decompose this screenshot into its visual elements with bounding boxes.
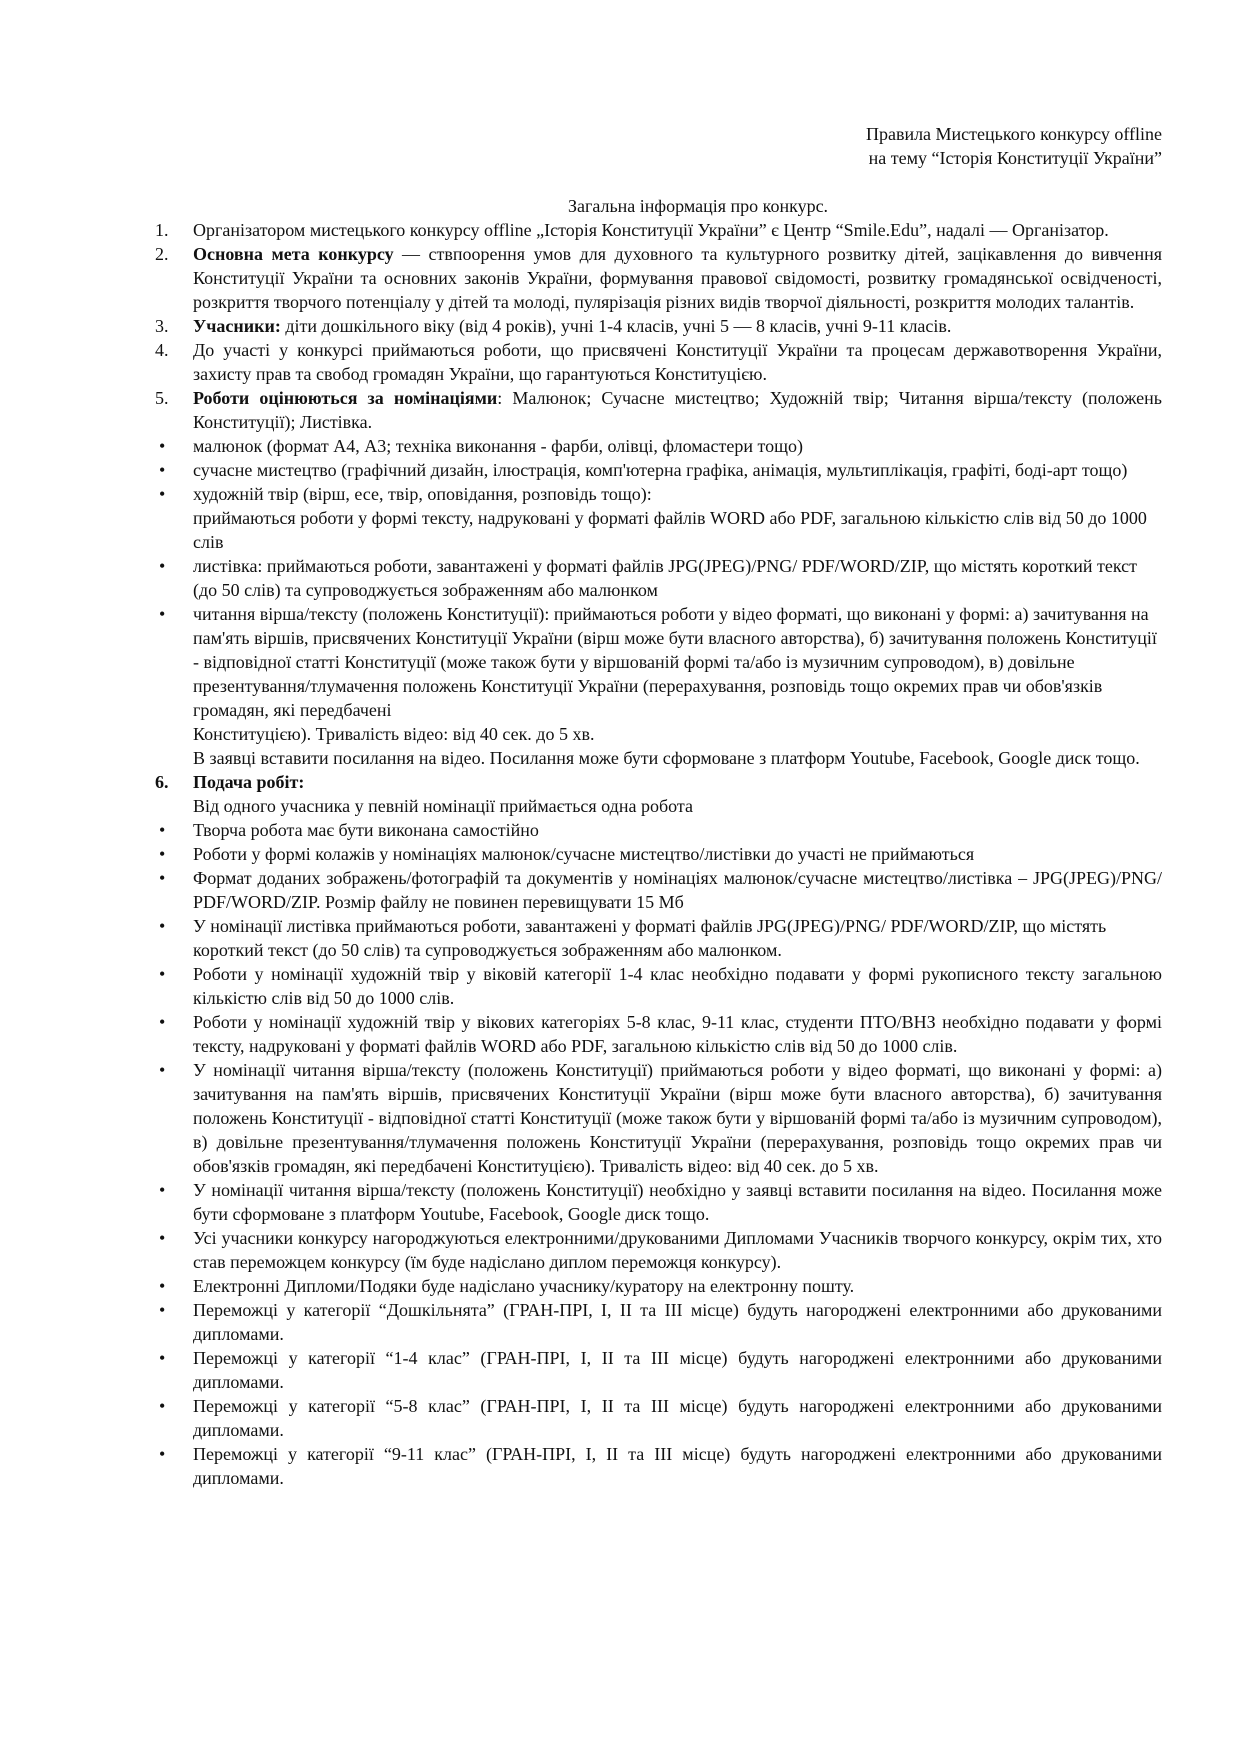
header-title-line-1: Правила Мистецького конкурсу offline	[865, 124, 1162, 144]
list-number: 4.	[155, 340, 169, 360]
bullet-item-winners-1-4	[155, 1346, 1162, 1394]
list-item-text: До участі у конкурсі приймаються роботи, що присвячені Конституції України та процесам державотворення України, захисту прав та свобод громадян України, що гарантуються Конституцією.	[193, 340, 1162, 384]
list-item-6	[155, 770, 1162, 818]
bullet-item-text: листівка: приймаються роботи, завантажені у форматі файлів JPG(JPEG)/PNG/ PDF/WORD/ZIP, що містять короткий текст (до 50 слів) та супроводжується зображенням або малюнком	[193, 556, 1138, 600]
list-item-text: — ствпоорення умов для духовного та культурного розвитку дітей, зацікавлення до вивчення Конституції України та основних законів України, формування правової свідомості, розвитку громадянської освідченості, розкриття творчого потенціалу у дітей та молоді, пулярізація різних видів творчої діяльності, розкриття молодих талантів.	[193, 244, 1162, 312]
list-item-5	[155, 386, 1162, 434]
bullet-item-postcard	[155, 554, 1162, 602]
bullet-item-diplomas	[155, 1226, 1162, 1274]
list-item-text: Організатором мистецького конкурсу offline „Історія Конституції України” є Центр “Smile.Edu”, надалі — Організатор.	[193, 220, 1109, 240]
list-item-bold-lead: Основна мета конкурсу	[193, 244, 394, 264]
bullet-marker: •	[159, 1180, 166, 1200]
bullet-marker: •	[159, 1300, 166, 1320]
bullet-item-drawing	[155, 434, 1162, 458]
bullet-marker: •	[159, 964, 166, 984]
bullet-item-text: Роботи у формі колажів у номінаціях малюнок/сучасне мистецтво/листівки до участі не приймаються	[193, 844, 975, 864]
bullet-item-text: читання вірша/тексту (положень Конституції): приймаються роботи у відео форматі, що виконані у формі: а) зачитування на пам'ять віршів, присвячених Конституції України (вірш може бути власного авторства), б) зачитування положень Конституції - відповідної статті Конституції (може також бути у віршованій формі та/або із музичним супроводом), в) довільне презентування/тлумачення положень Конституції України (перерахування, розповідь тощо окремих прав чи обов'язків громадян, які передбачені	[193, 604, 1157, 720]
bullet-item-text: У номінації читання вірша/тексту (положень Конституції) приймаються роботи у відео форматі, що виконані у формі: а) зачитування на пам'ять віршів, присвячених Конституції України (вірш може бути власного авторства), б) зачитування положень Конституції - відповідної статті Конституції (може також бути у віршованій формі та/або із музичним супроводом), в) довільне презентування/тлумачення положень Конституції України (перерахування, розповідь тощо окремих прав чи обов'язків громадян, які передбачені Конституцією). Тривалість відео: від 40 сек. до 5 хв.	[193, 1060, 1162, 1176]
bullet-marker: •	[159, 916, 166, 936]
list-item-bold-lead: Учасники:	[193, 316, 281, 336]
section-title: Загальна інформація про конкурс.	[567, 196, 829, 216]
list-item-2	[155, 242, 1162, 314]
bullet-marker: •	[159, 556, 166, 576]
bullet-item-handwritten	[155, 962, 1162, 1010]
list-item-4	[155, 338, 1162, 386]
list-item-text: : Малюнок; Сучасне мистецтво; Художній твір; Читання вірша/тексту (положень Конституції); Листівка.	[193, 388, 1162, 432]
bullet-item-text: Роботи у номінації художній твір у віковій категорії 1-4 клас необхідно подавати у формі рукописного тексту загальною кількістю слів від 50 до 1000 слів.	[193, 964, 1162, 1008]
bullet-marker: •	[159, 436, 166, 456]
document-header	[866, 122, 1162, 170]
bullet-item-text: У номінації читання вірша/тексту (положень Конституції) необхідно у заявці вставити посилання на відео. Посилання може бути сформоване з платформ Youtube, Facebook, Google диск тощо.	[193, 1180, 1162, 1224]
list-number: 2.	[155, 244, 169, 264]
bullet-marker: •	[159, 460, 166, 480]
bullet-item-text: художній твір (вірш, есе, твір, оповідання, розповідь тощо):	[193, 484, 652, 504]
bullet-marker: •	[159, 1012, 166, 1032]
bullet-item-text: приймаються роботи у формі тексту, надруковані у форматі файлів WORD або PDF, загальною кількістю слів від 50 до 1000 слів	[193, 508, 1147, 552]
list-item-1	[155, 218, 1162, 242]
list-item-text: діти дошкільного віку (від 4 років), учні 1-4 класів, учні 5 — 8 класів, учні 9-11 класів.	[280, 316, 952, 336]
bullet-marker: •	[159, 820, 166, 840]
bullet-item-text: У номінації листівка приймаються роботи, завантажені у форматі файлів JPG(JPEG)/PNG/ PDF/WORD/ZIP, що містять короткий текст (до 50 слів) та супроводжується зображенням або малюнком.	[193, 916, 1107, 960]
list-item-text: Від одного учасника у певній номінації приймається одна робота	[193, 796, 693, 816]
list-item-3	[155, 314, 1162, 338]
bullet-item-text: Роботи у номінації художній твір у вікових категоріях 5-8 клас, 9-11 клас, студенти ПТО/ВНЗ необхідно подавати у формі тексту, надруковані у форматі файлів WORD або PDF, загальною кількістю слів від 50 до 1000 слів.	[193, 1012, 1162, 1056]
list-item-bold-lead: Роботи оцінюються за номінаціями	[193, 388, 498, 408]
bullet-marker: •	[159, 1276, 166, 1296]
bullet-item-literary-work	[155, 482, 1162, 554]
bullet-item-winners-9-11	[155, 1442, 1162, 1490]
bullet-marker: •	[159, 1060, 166, 1080]
bullet-item-independent	[155, 818, 1162, 842]
bullet-item-text: Переможці у категорії “Дошкільнята” (ГРАН-ПРІ, І, ІІ та ІІІ місце) будуть нагороджені електронними або друкованими дипломами.	[193, 1300, 1162, 1344]
bullet-item-text: сучасне мистецтво (графічний дизайн, ілюстрація, комп'ютерна графіка, анімація, мультиплікація, графіті, боді-арт тощо)	[193, 460, 1128, 480]
bullet-item-text: Конституцією). Тривалість відео: від 40 сек. до 5 хв.	[193, 724, 595, 744]
bullet-marker: •	[159, 1228, 166, 1248]
bullet-item-video-format	[155, 1058, 1162, 1178]
bullet-item-postcard-rules	[155, 914, 1162, 962]
bullet-item-text: Творча робота має бути виконана самостійно	[193, 820, 539, 840]
bullet-item-text: Переможці у категорії “9-11 клас” (ГРАН-ПРІ, І, ІІ та ІІІ місце) будуть нагороджені електронними або друкованими дипломами.	[193, 1444, 1162, 1488]
bullet-item-recitation	[155, 602, 1162, 770]
header-title-line-2: на тему “Історія Конституції України”	[868, 148, 1162, 168]
bullet-item-file-format	[155, 866, 1162, 914]
bullet-marker: •	[159, 1444, 166, 1464]
bullet-item-email-diplomas	[155, 1274, 1162, 1298]
bullet-item-text: Формат доданих зображень/фотографій та документів у номінаціях малюнок/сучасне мистецтво/листівка – JPG(JPEG)/PNG/ PDF/WORD/ZIP. Розмір файлу не повинен перевищувати 15 Мб	[193, 868, 1162, 912]
bullet-item-video-link	[155, 1178, 1162, 1226]
bullet-item-text: малюнок (формат А4, А3; техніка виконання - фарби, олівці, фломастери тощо)	[193, 436, 803, 456]
bullet-marker: •	[159, 868, 166, 888]
list-number: 3.	[155, 316, 169, 336]
list-number: 6.	[155, 772, 169, 792]
bullet-marker: •	[159, 484, 166, 504]
bullet-marker: •	[159, 1396, 166, 1416]
bullet-item-winners-5-8	[155, 1394, 1162, 1442]
bullet-item-text: В заявці вставити посилання на відео. Посилання може бути сформоване з платформ Youtube, Facebook, Google диск тощо.	[193, 748, 1140, 768]
bullet-marker: •	[159, 844, 166, 864]
list-item-bold-lead: Подача робіт:	[193, 772, 305, 792]
bullet-item-text: Електронні Дипломи/Подяки буде надіслано учаснику/куратору на електронну пошту.	[193, 1276, 855, 1296]
bullet-item-modern-art	[155, 458, 1162, 482]
bullet-item-text: Переможці у категорії “5-8 клас” (ГРАН-ПРІ, І, ІІ та ІІІ місце) будуть нагороджені електронними або друкованими дипломами.	[193, 1396, 1162, 1440]
bullet-marker: •	[159, 1348, 166, 1368]
bullet-item-text: Усі учасники конкурсу нагороджуються електронними/друкованими Дипломами Учасників творчого конкурсу, окрім тих, хто став переможцем конкурсу (їм буде надіслано диплом переможця конкурсу).	[193, 1228, 1162, 1272]
bullet-item-printed	[155, 1010, 1162, 1058]
bullet-item-collages	[155, 842, 1162, 866]
list-number: 5.	[155, 388, 169, 408]
rules-list	[155, 218, 1162, 1490]
bullet-item-text: Переможці у категорії “1-4 клас” (ГРАН-ПРІ, І, ІІ та ІІІ місце) будуть нагороджені електронними або друкованими дипломами.	[193, 1348, 1162, 1392]
bullet-marker: •	[159, 604, 166, 624]
list-number: 1.	[155, 220, 169, 240]
bullet-item-winners-preschool	[155, 1298, 1162, 1346]
